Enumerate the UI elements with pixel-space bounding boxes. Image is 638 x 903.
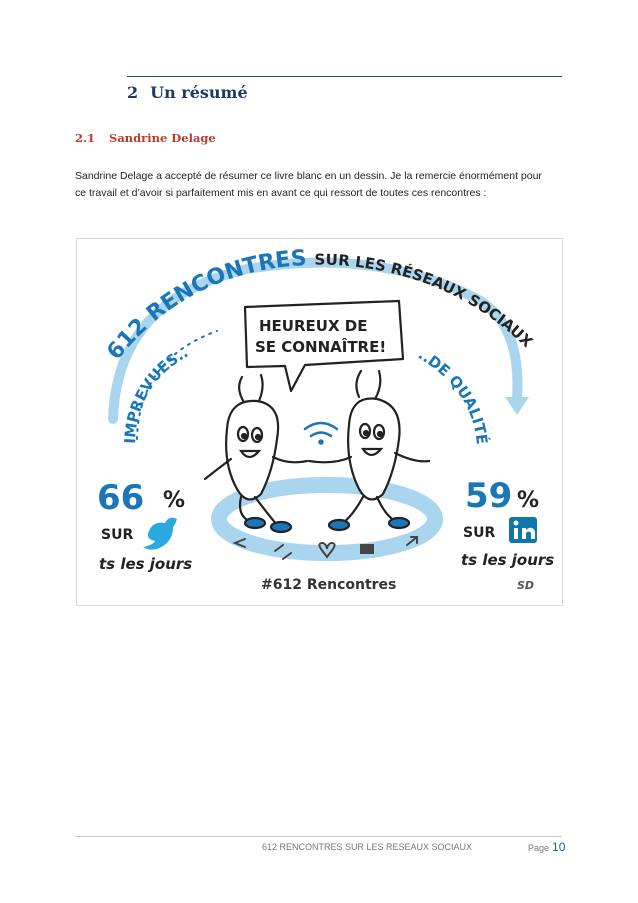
arc-text-right: ..DE QUALITÉ [415, 345, 492, 446]
arc-text-top: 612 RENCONTRES SUR LES RÉSEAUX SOCIAUX [102, 245, 537, 365]
sketchnote-drawing [77, 239, 562, 605]
section-number: 2 [127, 83, 139, 102]
subsection-heading [75, 131, 216, 145]
linkedin-icon [509, 517, 537, 543]
arc-arrowhead [505, 397, 529, 415]
comment-icon [361, 545, 373, 553]
section-title: Un résumé [150, 83, 248, 102]
subsection-title: Sandrine Delage [109, 131, 216, 145]
section-heading [127, 83, 248, 102]
left-stat-unit: % [163, 488, 186, 513]
footer-rule [75, 836, 562, 837]
left-stat-sur: SUR [101, 527, 134, 543]
paragraph-line: ce travail et d’avoir si parfaitement mis en avant ce qui ressort de toutes ces rencontres : [75, 187, 487, 199]
page-number: 10 [552, 840, 566, 854]
twitter-icon [143, 518, 177, 550]
right-stat-value: 59 [465, 476, 513, 516]
speech-line-2: SE CONNAÎTRE! [255, 338, 387, 356]
wifi-icon [305, 423, 337, 444]
right-stat-sur: SUR [463, 525, 496, 541]
artist-signature: SD [517, 579, 535, 592]
intro-paragraph [75, 168, 567, 202]
heading-top-rule [127, 76, 562, 77]
left-stat-days: ts les jours [99, 555, 193, 573]
right-stat-days: ts les jours [461, 551, 555, 569]
page-label: Page [528, 843, 550, 853]
arc-text-left: IMPREVUES.. [120, 343, 192, 445]
sketchnote-illustration [76, 238, 563, 606]
subsection-number: 2.1 [75, 131, 96, 145]
right-stat-unit: % [517, 488, 540, 513]
left-stat-value: 66 [97, 478, 145, 518]
footer-page [528, 840, 565, 854]
speech-line-1: HEUREUX DE [259, 317, 368, 335]
hashtag-label: #612 Rencontres [261, 577, 397, 593]
paragraph-line: Sandrine Delage a accepté de résumer ce livre blanc en un dessin. Je la remercie énormément pour [75, 170, 542, 182]
footer-title: 612 RENCONTRES SUR LES RESEAUX SOCIAUX [262, 842, 473, 852]
